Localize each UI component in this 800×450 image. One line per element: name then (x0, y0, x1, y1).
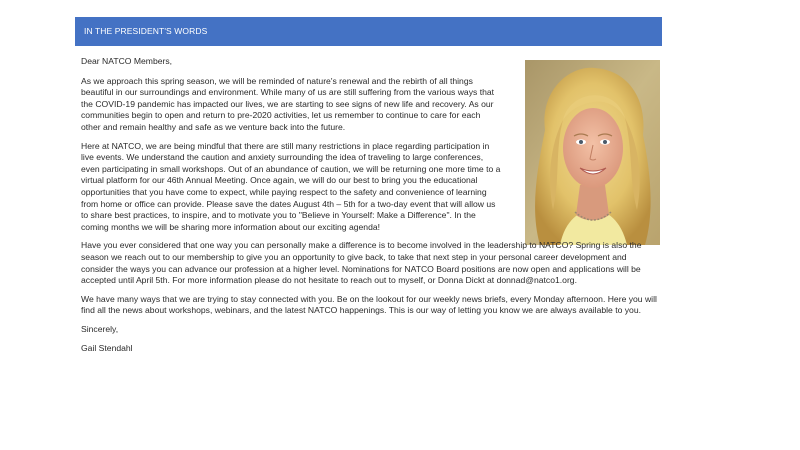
letter-closing: Sincerely, (81, 323, 119, 334)
letter-paragraph-1: As we approach this spring season, we will be reminded of nature's renewal and the rebirth of all things beautiful in our surroundings and environment. While many of us are still suffering from the various ways that the COVID-19 pandemic has impacted our lives, we are starting to see signs of new life and recovery. As our communities begin to open and return to pre-2020 activities, let us remember to continue to care for each other and remain healthy and safe as we venture back into the future. (81, 75, 495, 132)
letter-body (81, 56, 661, 362)
letter-paragraph-3: Have you ever considered that one way you can personally make a difference is to become involved in the leadership to NATCO? Spring is also the season we reach out to our membership to give you an opportunity to give back, to take that next step in your personal career development and consider the ways you can advance our profession at a higher level. Nominations for NATCO Board positions are now open and applications will be accepted until April 5th. For more information please do not hesitate to reach out to myself, or Donna Dickt at donnad@natco1.org. (81, 240, 642, 286)
letter-salutation: Dear NATCO Members, (81, 56, 173, 66)
letter-signature: Gail Stendahl (81, 343, 133, 354)
section-header (75, 17, 662, 46)
letter-paragraph-4: We have many ways that we are trying to stay connected with you. Be on the lookout for our weekly news briefs, every Monday afternoon. Here you will find all the news about workshops, webinars, and the latest NATCO happenings. This is our way of letting you know we are always available to you. (81, 293, 657, 316)
letter-paragraph-2: Here at NATCO, we are being mindful that there are still many restrictions in place regarding participation in live events. We understand the caution and anxiety surrounding the idea of traveling to large conferences, even participating in small workshops. Out of an abundance of caution, we will be returning one more time to a virtual platform for our 46th Annual Meeting. Once again, we will do our best to bring you the educational opportunities that you have come to expect, while paying respect to the safety and convenience of learning from home or office can provide. Please save the dates August 4th – 5th for a two-day event that will allow us to share best practices, to inspire, and to motivate you to "Believe in Yourself: Make a Difference". In the coming months we will be sharing more information about our exciting agenda! (81, 140, 501, 232)
section-title: IN THE PRESIDENT'S WORDS (84, 26, 208, 36)
